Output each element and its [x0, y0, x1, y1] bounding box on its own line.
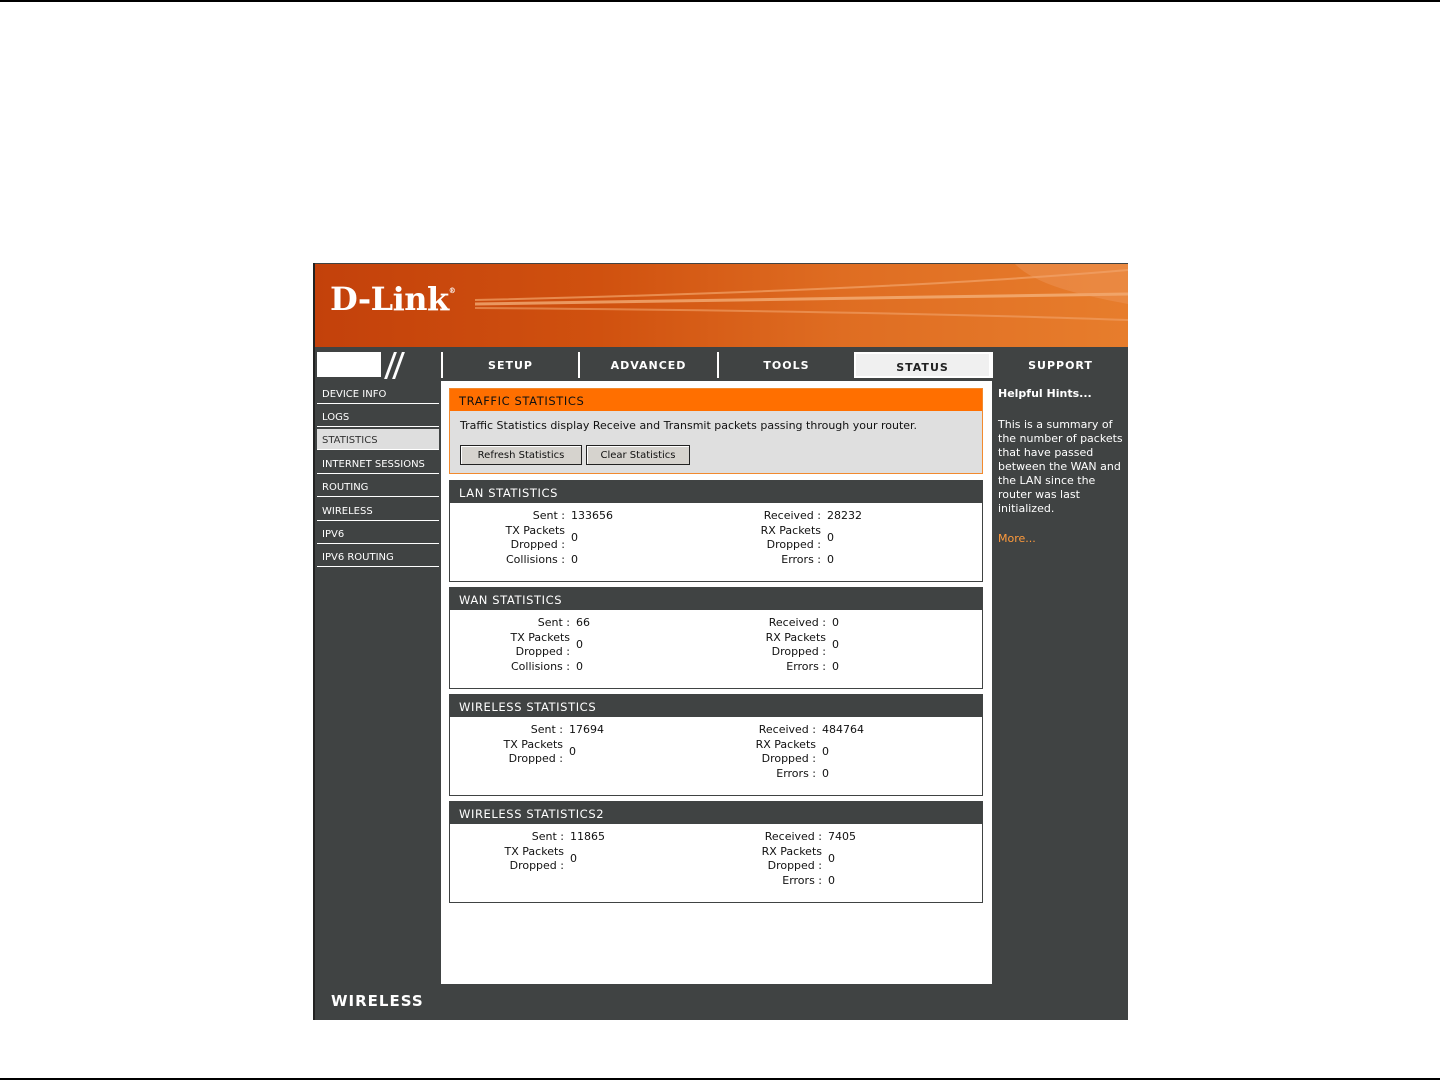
traffic-description: Traffic Statistics display Receive and Transmit packets passing through your router.	[460, 419, 918, 432]
panel-title: WIRELESS STATISTICS	[450, 695, 982, 717]
stats-grid	[450, 824, 982, 902]
received-label: Received :	[758, 723, 816, 736]
model-badge	[317, 352, 439, 377]
tab-status[interactable]: STATUS	[854, 352, 991, 378]
received-label: Received :	[763, 509, 821, 522]
tab-advanced[interactable]: ADVANCED	[578, 352, 717, 378]
collisions-value: 0	[571, 553, 578, 566]
rx-dropped-value: 0	[827, 531, 834, 544]
tx-dropped-value: 0	[570, 852, 577, 865]
sidebar-item-ipv6-routing[interactable]: IPV6 ROUTING	[317, 546, 439, 567]
sidebar-item-routing[interactable]: ROUTING	[317, 476, 439, 497]
main-content	[441, 381, 992, 984]
rx-dropped-value: 0	[828, 852, 835, 865]
received-label: Received :	[768, 616, 826, 629]
sidebar-item-statistics[interactable]: STATISTICS	[317, 429, 439, 450]
header-banner	[315, 264, 1128, 347]
wan-statistics-panel	[449, 587, 983, 689]
errors-label: Errors :	[776, 767, 816, 780]
clear-statistics-button[interactable]: Clear Statistics	[586, 445, 690, 465]
received-value: 28232	[827, 509, 862, 522]
refresh-statistics-button[interactable]: Refresh Statistics	[460, 445, 582, 465]
rx-dropped-value: 0	[822, 745, 829, 758]
errors-label: Errors :	[781, 553, 821, 566]
lan-statistics-panel	[449, 480, 983, 582]
errors-value: 0	[828, 874, 835, 887]
errors-value: 0	[827, 553, 834, 566]
panel-title: TRAFFIC STATISTICS	[450, 389, 982, 411]
panel-title: LAN STATISTICS	[450, 481, 982, 503]
errors-label: Errors :	[782, 874, 822, 887]
wireless-footer-logo: WIRELESS	[331, 992, 424, 1010]
sent-label: Sent :	[530, 723, 563, 736]
received-value: 0	[832, 616, 839, 629]
rx-dropped-label: RX Packets Dropped :	[755, 738, 816, 765]
wireless-statistics-panel	[449, 694, 983, 796]
tab-tools[interactable]: TOOLS	[717, 352, 854, 378]
sidebar-item-logs[interactable]: LOGS	[317, 406, 439, 427]
panel-title: WAN STATISTICS	[450, 588, 982, 610]
received-value: 7405	[828, 830, 856, 843]
sent-label: Sent :	[537, 616, 570, 629]
helpful-hints-panel	[992, 381, 1128, 984]
sidebar-item-device-info[interactable]: DEVICE INFO	[317, 383, 439, 404]
traffic-statistics-panel	[449, 388, 983, 474]
panel-title: WIRELESS STATISTICS2	[450, 802, 982, 824]
sent-value: 133656	[571, 509, 613, 522]
tx-dropped-label: TX Packets Dropped :	[510, 631, 570, 658]
collisions-label: Collisions :	[510, 660, 570, 673]
sidebar	[315, 381, 441, 981]
sent-label: Sent :	[531, 830, 564, 843]
wireless-statistics2-panel	[449, 801, 983, 903]
rx-dropped-value: 0	[832, 638, 839, 651]
rx-dropped-label: RX Packets Dropped :	[760, 524, 821, 551]
tab-support[interactable]: SUPPORT	[991, 352, 1128, 378]
tx-dropped-label: TX Packets Dropped :	[503, 738, 563, 765]
tx-dropped-value: 0	[571, 531, 578, 544]
sidebar-item-ipv6[interactable]: IPV6	[317, 523, 439, 544]
more-link[interactable]: More...	[998, 532, 1036, 545]
sidebar-item-internet-sessions[interactable]: INTERNET SESSIONS	[317, 453, 439, 474]
page-bottom-rule	[0, 1078, 1440, 1080]
errors-value: 0	[832, 660, 839, 673]
tx-dropped-label: TX Packets Dropped :	[504, 845, 564, 872]
errors-value: 0	[822, 767, 829, 780]
rx-dropped-label: RX Packets Dropped :	[765, 631, 826, 658]
tx-dropped-value: 0	[576, 638, 583, 651]
rx-dropped-label: RX Packets Dropped :	[761, 845, 822, 872]
sent-value: 11865	[570, 830, 605, 843]
collisions-label: Collisions :	[505, 553, 565, 566]
tab-setup[interactable]: SETUP	[441, 352, 578, 378]
sent-value: 66	[576, 616, 590, 629]
stats-grid	[450, 503, 982, 581]
tx-dropped-value: 0	[569, 745, 576, 758]
errors-label: Errors :	[786, 660, 826, 673]
sidebar-item-wireless[interactable]: WIRELESS	[317, 500, 439, 521]
model-badge-panel	[317, 352, 381, 377]
top-nav	[315, 350, 1128, 379]
collisions-value: 0	[576, 660, 583, 673]
received-label: Received :	[764, 830, 822, 843]
hints-title: Helpful Hints...	[998, 387, 1092, 400]
stats-grid	[450, 610, 982, 688]
tx-dropped-label: TX Packets Dropped :	[505, 524, 565, 551]
hints-text: This is a summary of the number of packets that have passed between the WAN and the LAN since the router was last initialized.	[998, 418, 1123, 515]
page-top-rule	[0, 0, 1440, 2]
received-value: 484764	[822, 723, 864, 736]
sent-value: 17694	[569, 723, 604, 736]
stats-grid	[450, 717, 982, 795]
sent-label: Sent :	[532, 509, 565, 522]
dlink-logo[interactable]: D-Link®	[330, 280, 456, 318]
